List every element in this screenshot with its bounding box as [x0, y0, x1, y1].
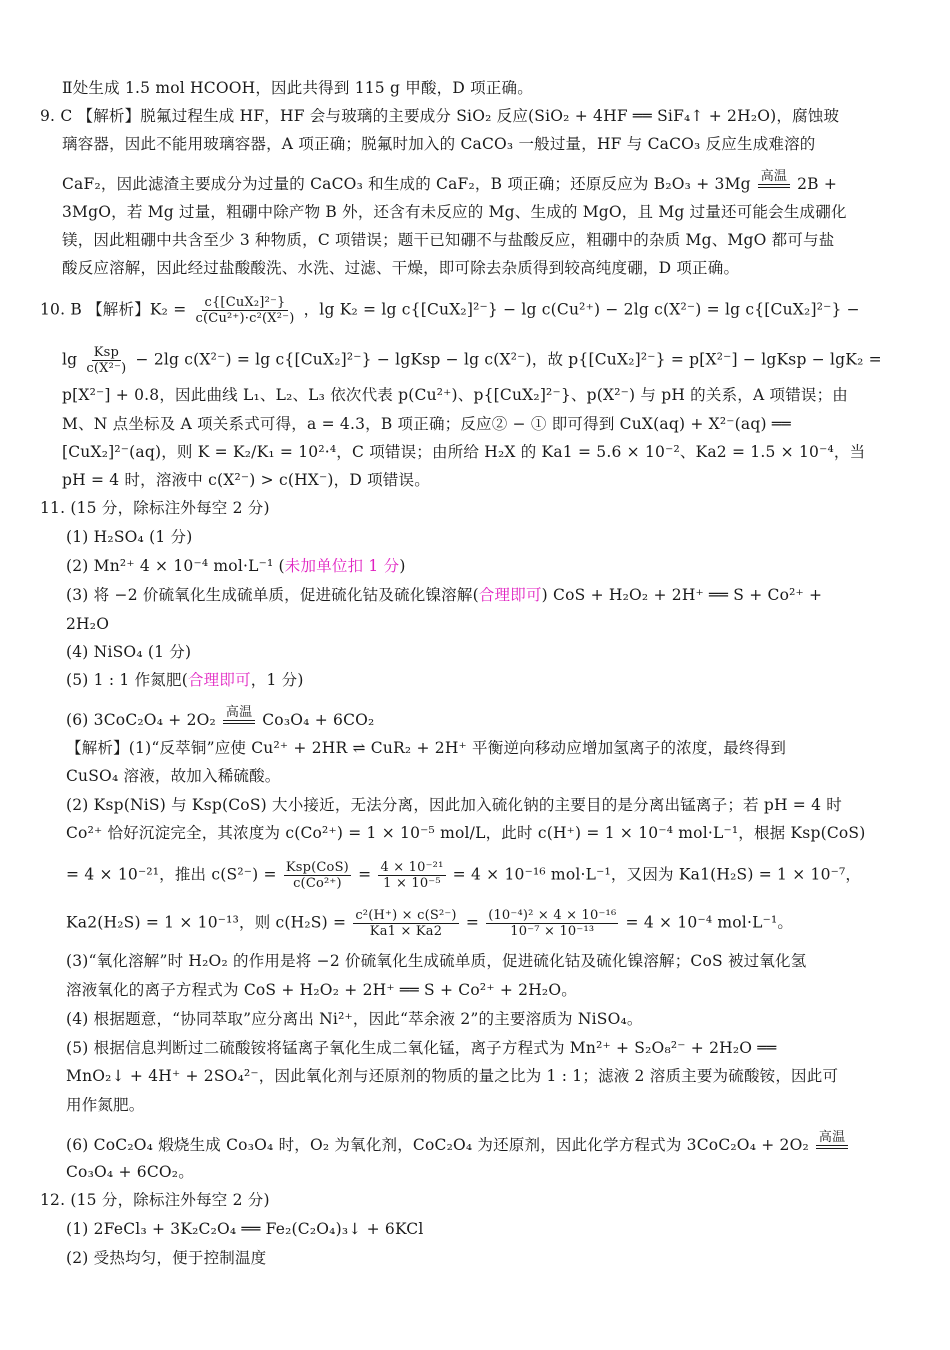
analysis-line: 【解析】(1)“反萃铜”应使 Cu²⁺ + 2HR ⇌ CuR₂ + 2H⁺ 平衡逆向移动应增加氢离子的浓度，最终得到 [66, 739, 787, 757]
condition-label: 高温 [760, 169, 788, 184]
denominator: 10⁻⁷ × 10⁻¹³ [510, 924, 595, 939]
text-span: Ka2(H₂S) = 1 × 10⁻¹³，则 c(H₂S) = [66, 913, 347, 932]
text-line: p[X²⁻] + 0.8，因此曲线 L₁、L₂、L₃ 依次代表 p(Cu²⁺)、p{[CuX₂]²⁻}、p(X²⁻) 与 pH 的关系，A 项错误；由 [62, 386, 849, 404]
text-line [62, 345, 882, 376]
text-span: (6) CoC₂O₄ 煅烧生成 Co₃O₄ 时，O₂ 为氧化剂，CoC₂O₄ 为还原剂，因此化学方程式为 3CoC₂O₄ + 2O₂ [66, 1136, 809, 1154]
text-line: (2) 受热均匀，便于控制温度 [66, 1249, 267, 1267]
text-line: Ⅱ处生成 1.5 mol HCOOH，因此共得到 115 g 甲酸，D 项正确。 [62, 79, 533, 97]
text-span: ) [399, 557, 406, 575]
fraction [353, 908, 458, 939]
text-line [62, 170, 837, 194]
reaction-condition [223, 706, 255, 730]
numerator: c²(H⁺) × c(S²⁻) [355, 908, 457, 923]
text-line: (1) 2FeCl₃ + 3K₂C₂O₄ ══ Fe₂(C₂O₄)₃↓ + 6KCl [66, 1220, 424, 1238]
text-line: (5) 根据信息判断过二硫酸铵将锰离子氧化生成二氧化锰，离子方程式为 Mn²⁺ + S₂O₈²⁻ + 2H₂O ══ [66, 1039, 777, 1057]
scoring-note: 未加单位扣 1 分 [284, 557, 400, 575]
text-line: Co²⁺ 恰好沉淀完全，其浓度为 c(Co²⁺) = 1 × 10⁻⁵ mol/L，此时 c(H⁺) = 1 × 10⁻⁴ mol·L⁻¹，根据 Ksp(CoS) [66, 824, 866, 842]
reaction-condition [816, 1131, 848, 1155]
numerator: Ksp [93, 345, 120, 360]
text-span: Co₃O₄ + 6CO₂ [262, 711, 375, 729]
condition-label: 高温 [818, 1130, 846, 1145]
numerator: c{[CuX₂]²⁻} [204, 295, 286, 310]
condition-label: 高温 [225, 705, 253, 720]
text-line: (4) NiSO₄ (1 分) [66, 643, 192, 661]
numerator: Ksp(CoS) [285, 860, 349, 875]
text-line: [CuX₂]²⁻(aq)，则 K = K₂/K₁ = 10²·⁴，C 项错误；由所给 H₂X 的 Ka1 = 5.6 × 10⁻²、Ka2 = 1.5 × 10⁻⁴，当 [62, 443, 866, 461]
text-line: 溶液氧化的离子方程式为 CoS + H₂O₂ + 2H⁺ ══ S + Co²⁺ + 2H₂O。 [66, 981, 577, 999]
text-span: = 4 × 10⁻⁴ mol·L⁻¹。 [625, 913, 794, 932]
text-span: ) CoS + H₂O₂ + 2H⁺ ══ S + Co²⁺ + [541, 586, 823, 604]
equals-arrow [758, 184, 790, 188]
text-span: CaF₂，因此滤渣主要成分为过量的 CaCO₃ 和生成的 CaF₂，B 项正确；还原反应为 B₂O₃ + 3Mg [62, 175, 751, 193]
text-line: (2) Ksp(NiS) 与 Ksp(CoS) 大小接近，无法分离，因此加入硫化钠的主要目的是分离出锰离子；若 pH = 4 时 [66, 796, 843, 814]
text-line: (1) H₂SO₄ (1 分) [66, 528, 193, 546]
numerator: 4 × 10⁻²¹ [380, 860, 444, 875]
answer-12-header: 12. (15 分，除标注外每空 2 分) [40, 1191, 270, 1209]
text-line [66, 585, 822, 605]
fraction [378, 860, 445, 891]
text-line [60, 1278, 351, 1285]
equals-arrow [223, 720, 255, 724]
fraction [194, 295, 297, 326]
text-line: 璃容器，因此不能用玻璃容器，A 项正确；脱氟时加入的 CaCO₃ 一般过量，HF 与 CaCO₃ 反应生成难溶的 [62, 135, 816, 153]
answer-9-line: 9. C 【解析】脱氟过程生成 HF，HF 会与玻璃的主要成分 SiO₂ 反应(SiO₂ + 4HF ══ SiF₄↑ + 2H₂O)，腐蚀玻 [40, 107, 840, 125]
text-line: 用作氮肥。 [66, 1096, 145, 1114]
text-line [66, 670, 304, 690]
text-line: 2H₂O [66, 615, 110, 633]
text-line [66, 1131, 850, 1155]
denominator: 1 × 10⁻⁵ [383, 876, 441, 891]
text-line: 镁，因此粗硼中共含至少 3 种物质，C 项错误；题干已知硼不与盐酸反应，粗硼中的杂质 Mg、MgO 都可与盐 [62, 231, 835, 249]
text-line [66, 706, 374, 730]
text-span: = 4 × 10⁻¹⁶ mol·L⁻¹，又因为 Ka1(H₂S) = 1 × 10⁻⁷， [452, 865, 862, 884]
text-span: ，lg K₂ = lg c{[CuX₂]²⁻} − lg c(Cu²⁺) − 2lg c(X²⁻) = lg c{[CuX₂]²⁻} − [303, 300, 860, 319]
cut-off-line [60, 1278, 460, 1286]
text-line: 3MgO，若 Mg 过量，粗硼中除产物 B 外，还含有未反应的 Mg、生成的 MgO，且 Mg 过量还可能会生成硼化 [62, 203, 847, 221]
text-span: (2) Mn²⁺ 4 × 10⁻⁴ mol·L⁻¹ ( [66, 557, 285, 575]
text-line: (4) 根据题意，“协同萃取”应分离出 Ni²⁺，因此“萃余液 2”的主要溶质为 NiSO₄。 [66, 1010, 643, 1028]
text-line: pH = 4 时，溶液中 c(X²⁻) > c(HX⁻)，D 项错误。 [62, 471, 430, 489]
text-span: ，1 分) [250, 671, 304, 689]
text-line: M、N 点坐标及 A 项关系式可得，a = 4.3，B 项正确；反应② − ① 即可得到 CuX(aq) + X²⁻(aq) ══ [62, 415, 791, 433]
text-line [66, 556, 406, 576]
denominator: c(Co²⁺) [293, 876, 342, 891]
scoring-note: 合理即可 [478, 586, 542, 604]
text-span: (6) 3CoC₂O₄ + 2O₂ [66, 711, 216, 729]
text-span: lg [62, 350, 78, 369]
text-line: (3)“氧化溶解”时 H₂O₂ 的作用是将 −2 价硫氧化生成硫单质，促进硫化钴及硫化镍溶解；CoS 被过氧化氢 [66, 952, 807, 970]
text-span: (3) 将 −2 价硫氧化生成硫单质，促进硫化钴及硫化镍溶解( [66, 586, 479, 604]
text-span: = 4 × 10⁻²¹，推出 c(S²⁻) = [66, 865, 277, 884]
fraction [84, 345, 128, 376]
text-line: CuSO₄ 溶液，故加入稀硫酸。 [66, 767, 281, 785]
scoring-note: 合理即可 [187, 671, 251, 689]
denominator: Ka1 × Ka2 [369, 924, 443, 939]
equals-arrow [816, 1145, 848, 1149]
denominator: c(Cu²⁺)·c²(X²⁻) [195, 311, 295, 326]
answer-10-line [40, 295, 860, 326]
reaction-condition [758, 170, 790, 194]
text-line: = 4 × 10⁻²¹，推出 c(S²⁻) = $\frac{\text{Ksp(CoS)}}{\text{c(Co²⁺)}}$ = $\frac{\text{4 × 10⁻²¹}}{\text{1 × 10⁻⁵}}$ = 4 × 10⁻¹⁶ mol·L⁻¹，又因为 Ka1(H₂S) = 1 × 10⁻⁷， [66, 860, 862, 891]
answer-11-header: 11. (15 分，除标注外每空 2 分) [40, 499, 270, 517]
text-span: 10. B 【解析】K₂ = [40, 300, 187, 319]
text-line: Ka2(H₂S) = 1 × 10⁻¹³，则 c(H₂S) = $\frac{\text{c²(H⁺) × c(S²⁻)}}{Ka1 \times Ka2}$ = $\frac{\text{(10⁻⁴)² × 4 × 10⁻¹⁶}}{\text{10⁻⁷ × 10⁻¹³}}$ = 4 × 10⁻⁴ mol·L⁻¹。 [66, 908, 794, 939]
text-line: Co₃O₄ + 6CO₂。 [66, 1163, 194, 1181]
fraction [486, 908, 618, 939]
fraction [284, 860, 351, 891]
denominator: c(X²⁻) [86, 361, 127, 376]
text-line: 酸反应溶解，因此经过盐酸酸洗、水洗、过滤、干燥，即可除去杂质得到较高纯度硼，D 项正确。 [62, 259, 740, 277]
text-span: 2B + [797, 175, 838, 193]
text-line: MnO₂↓ + 4H⁺ + 2SO₄²⁻，因此氧化剂与还原剂的物质的量之比为 1 : 1；滤液 2 溶质主要为硫酸铵，因此可 [66, 1067, 839, 1085]
text-span: (5) 1 : 1 作氮肥( [66, 671, 188, 689]
numerator: (10⁻⁴)² × 4 × 10⁻¹⁶ [488, 908, 617, 923]
text-span: − 2lg c(X²⁻) = lg c{[CuX₂]²⁻} − lgKsp − lg c(X²⁻)，故 p{[CuX₂]²⁻} = p[X²⁻] − lgKsp − lgK₂ = [135, 350, 882, 369]
